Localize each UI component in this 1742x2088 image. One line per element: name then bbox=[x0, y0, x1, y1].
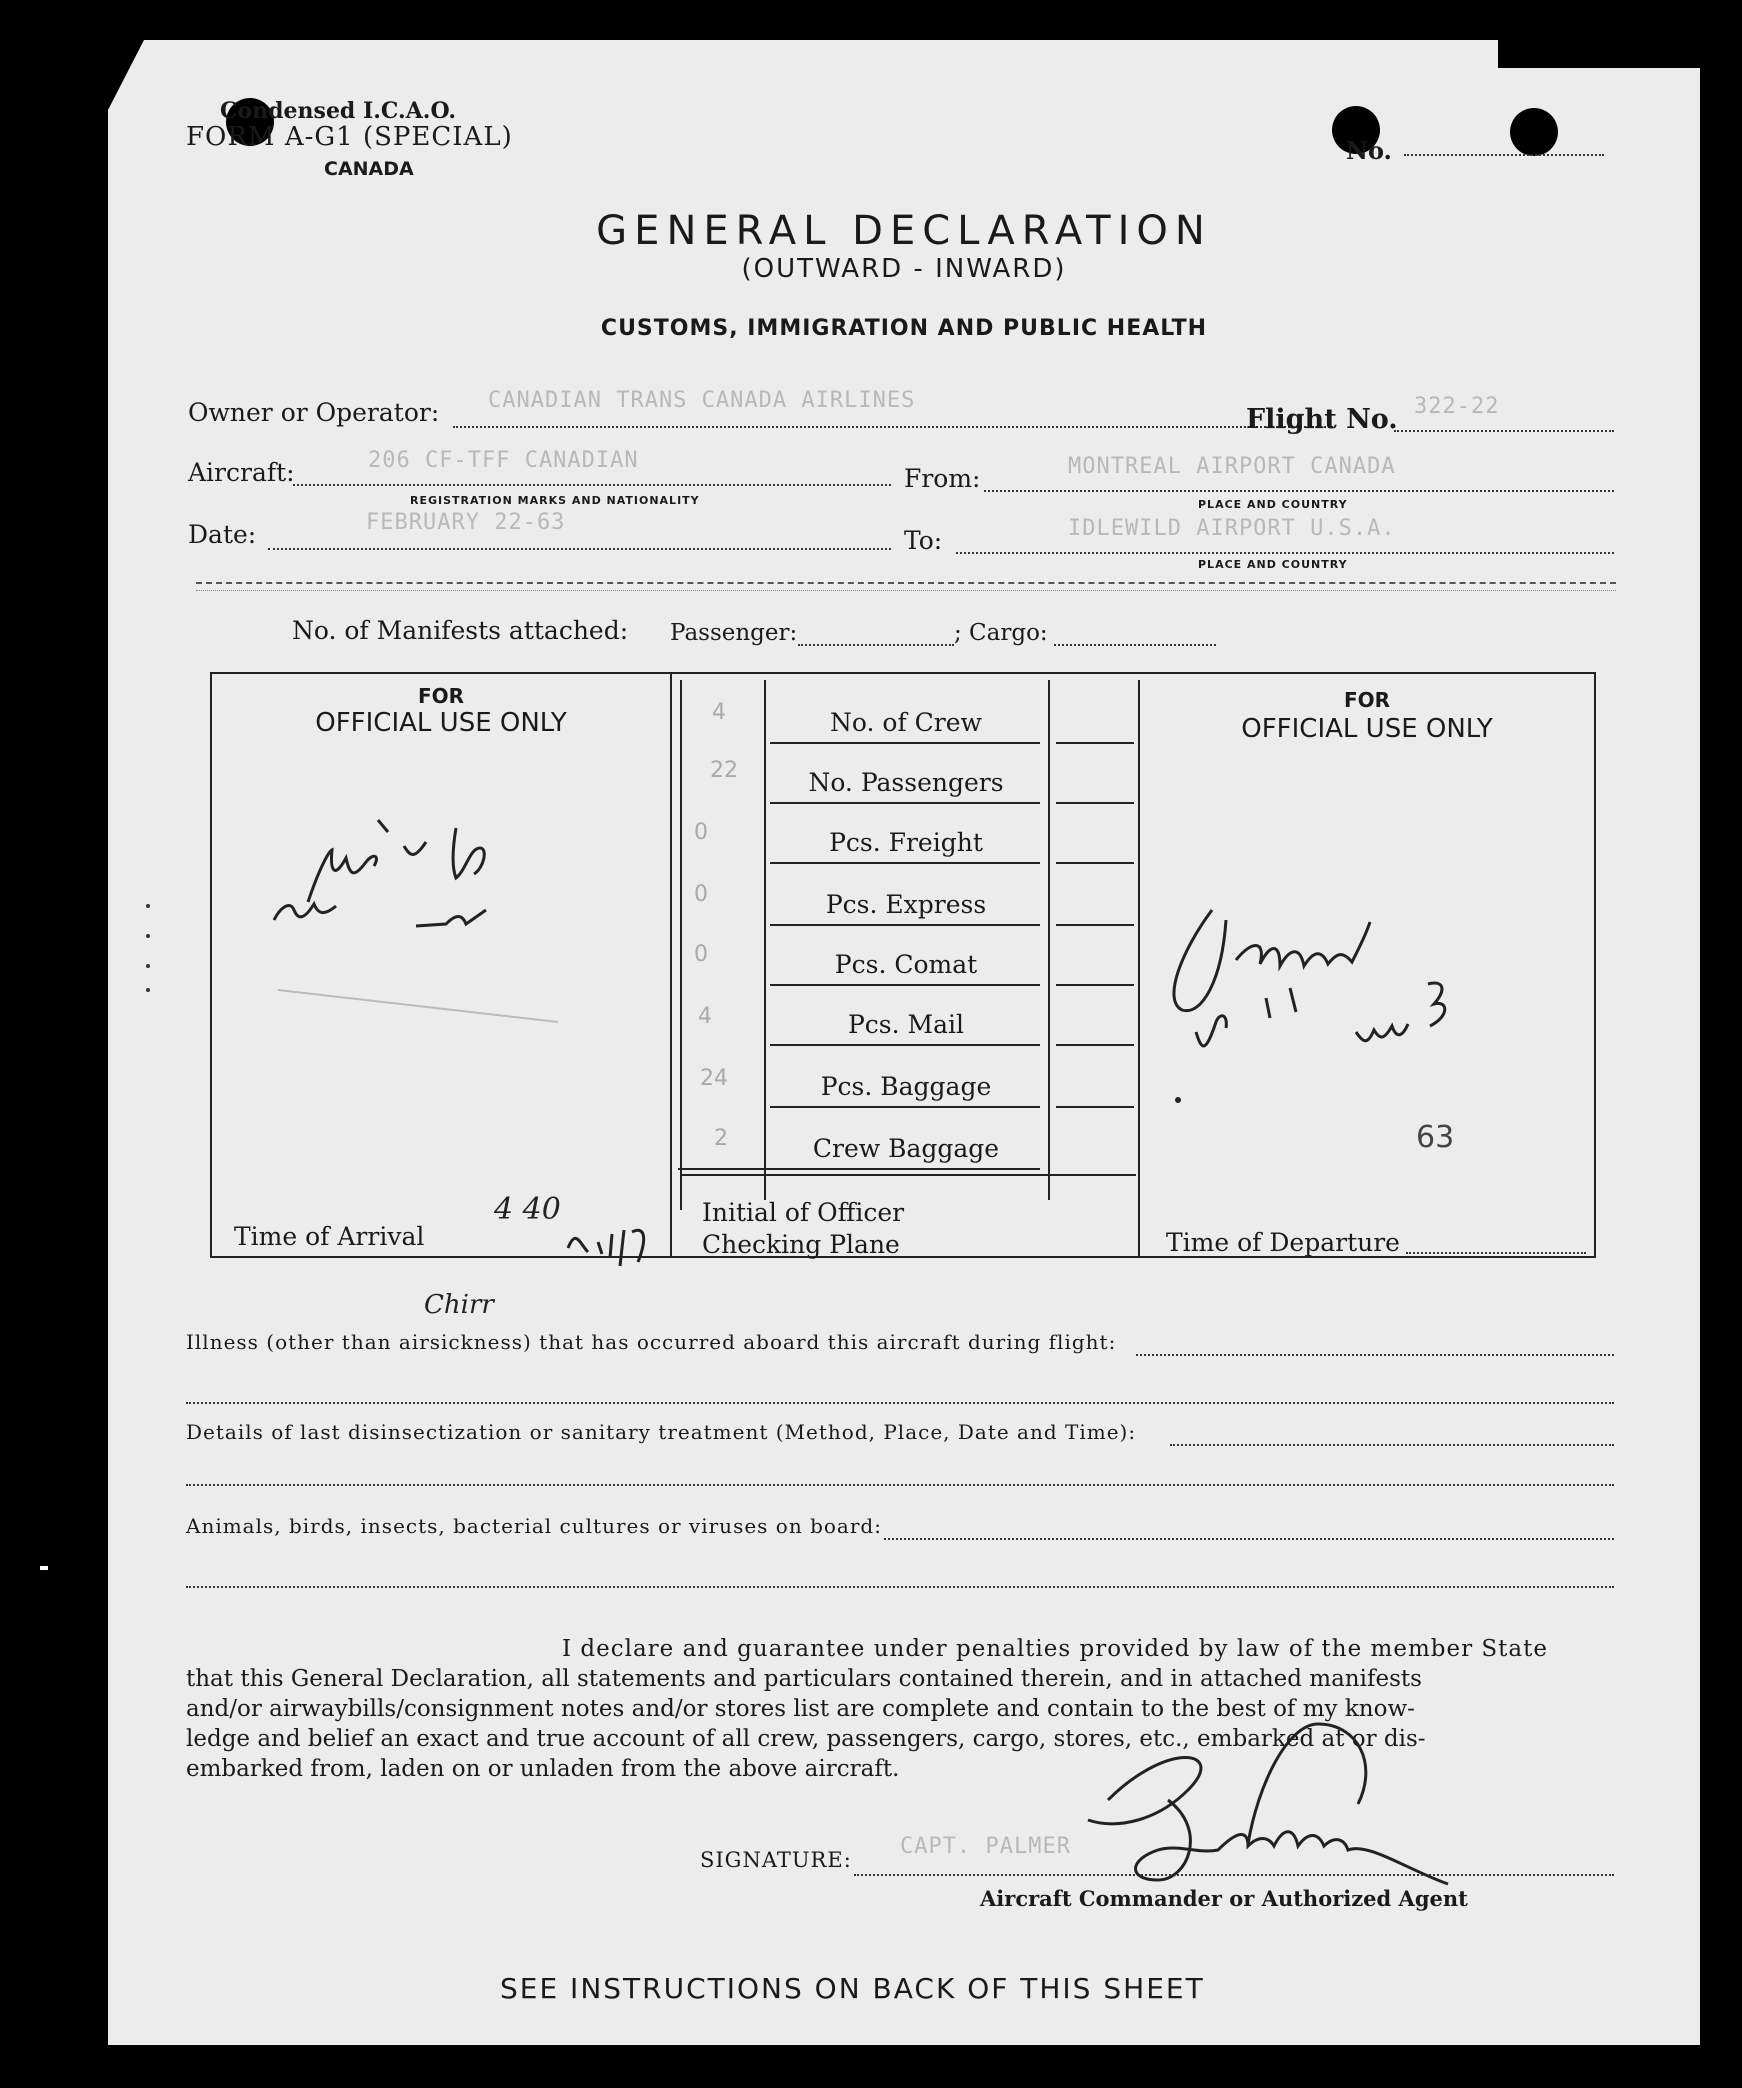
time-of-departure-label: Time of Departure bbox=[1166, 1228, 1400, 1257]
count-label: No. of Crew bbox=[830, 708, 982, 737]
official-left-title: OFFICIAL USE ONLY bbox=[315, 708, 567, 738]
official-right-for: FOR bbox=[1343, 688, 1391, 712]
owner-field[interactable] bbox=[453, 426, 1333, 428]
count-value: 24 bbox=[700, 1066, 728, 1091]
owner-label: Owner or Operator: bbox=[188, 398, 440, 427]
count-value: 0 bbox=[694, 820, 708, 845]
illness-label: Illness (other than airsickness) that has occurred aboard this aircraft during flight: bbox=[186, 1330, 1117, 1354]
disinsectization-field-2[interactable] bbox=[186, 1484, 1614, 1486]
arrival-handwritten: 4 40 bbox=[494, 1192, 561, 1227]
flight-field[interactable] bbox=[1394, 430, 1614, 432]
to-field[interactable] bbox=[956, 552, 1614, 554]
official-left-for: FOR bbox=[417, 684, 465, 708]
margin-speck bbox=[146, 934, 150, 938]
departure-field[interactable] bbox=[1406, 1252, 1586, 1254]
row-rule bbox=[770, 984, 1040, 986]
country-label: CANADA bbox=[324, 158, 414, 180]
count-value: 4 bbox=[698, 1004, 712, 1029]
from-label: From: bbox=[904, 464, 981, 493]
from-caption: PLACE AND COUNTRY bbox=[1198, 498, 1348, 511]
row-rule bbox=[770, 1044, 1040, 1046]
owner-value: CANADIAN TRANS CANADA AIRLINES bbox=[488, 388, 916, 413]
box-divider-1 bbox=[670, 672, 672, 1258]
signature-label: SIGNATURE: bbox=[700, 1848, 852, 1872]
form-line2: FORM A-G1 (SPECIAL) bbox=[186, 122, 513, 152]
box-divider-3 bbox=[764, 680, 766, 1200]
form-scope: CUSTOMS, IMMIGRATION AND PUBLIC HEALTH bbox=[600, 316, 1208, 341]
box-divider-4 bbox=[1048, 680, 1050, 1200]
inspector-signature bbox=[1142, 810, 1592, 1130]
animals-field[interactable] bbox=[884, 1538, 1614, 1540]
no-label: No. bbox=[1346, 136, 1392, 165]
captain-signature bbox=[1068, 1720, 1608, 1890]
row-rule-right bbox=[1056, 1106, 1134, 1108]
date-field[interactable] bbox=[268, 548, 891, 550]
arrival-scribble bbox=[558, 1218, 678, 1268]
margin-speck bbox=[146, 988, 150, 992]
row-rule bbox=[770, 924, 1040, 926]
count-label: Pcs. Baggage bbox=[820, 1072, 992, 1101]
from-field[interactable] bbox=[984, 490, 1614, 492]
animals-field-2[interactable] bbox=[186, 1586, 1614, 1588]
margin-speck bbox=[146, 904, 150, 908]
to-label: To: bbox=[904, 526, 943, 555]
stamp-number: 63 bbox=[1416, 1120, 1455, 1155]
separator-line bbox=[196, 582, 1616, 584]
aircraft-label: Aircraft: bbox=[188, 458, 295, 487]
illness-field[interactable] bbox=[1136, 1354, 1614, 1356]
to-value: IDLEWILD AIRPORT U.S.A. bbox=[1068, 516, 1396, 541]
separator-line-2 bbox=[196, 590, 1616, 591]
handwritten-initials: Chirr bbox=[424, 1290, 494, 1320]
disinsectization-field[interactable] bbox=[1170, 1444, 1614, 1446]
flight-value: 322-22 bbox=[1414, 394, 1500, 419]
box-left bbox=[210, 672, 212, 1258]
count-value: 2 bbox=[714, 1126, 728, 1151]
date-label: Date: bbox=[188, 520, 257, 549]
row-rule-right bbox=[1056, 862, 1134, 864]
manifests-label: No. of Manifests attached: bbox=[292, 616, 629, 645]
no-field[interactable] bbox=[1404, 154, 1604, 156]
count-label: Crew Baggage bbox=[812, 1134, 1000, 1163]
row-rule-right bbox=[1056, 1044, 1134, 1046]
count-label: Pcs. Freight bbox=[829, 828, 983, 857]
count-value: 4 bbox=[712, 700, 726, 725]
box-top bbox=[210, 672, 1596, 674]
aircraft-value: 206 CF-TFF CANADIAN bbox=[368, 448, 639, 473]
row-rule-right bbox=[1056, 984, 1134, 986]
declaration-form bbox=[108, 40, 1700, 2045]
count-label: No. Passengers bbox=[808, 768, 1004, 797]
aircraft-field[interactable] bbox=[293, 484, 891, 486]
row-rule-right bbox=[680, 1174, 1136, 1176]
torn-corner bbox=[1498, 40, 1700, 68]
aircraft-caption: REGISTRATION MARKS AND NATIONALITY bbox=[410, 494, 700, 507]
declaration-line-4: ledge and belief an exact and true account of all crew, passengers, cargo, stores, etc., embarked at or dis- bbox=[186, 1726, 1426, 1752]
passenger-manifest-field[interactable] bbox=[798, 644, 954, 646]
box-divider-2 bbox=[680, 680, 682, 1210]
form-title: GENERAL DECLARATION bbox=[596, 208, 1212, 254]
cargo-manifest-label: ; Cargo: bbox=[954, 620, 1048, 646]
row-rule bbox=[770, 862, 1040, 864]
footer-instructions: SEE INSTRUCTIONS ON BACK OF THIS SHEET bbox=[500, 1972, 1205, 2005]
margin-speck bbox=[146, 964, 150, 968]
row-rule bbox=[770, 742, 1040, 744]
declaration-line-1: I declare and guarantee under penalties provided by law of the member State bbox=[562, 1636, 1548, 1662]
cargo-manifest-field[interactable] bbox=[1054, 644, 1216, 646]
form-line1: Condensed I.C.A.O. bbox=[220, 98, 456, 124]
count-value: 22 bbox=[710, 758, 738, 783]
count-label: Pcs. Mail bbox=[847, 1010, 965, 1039]
time-of-arrival-label: Time of Arrival bbox=[234, 1222, 425, 1251]
count-value: 0 bbox=[694, 942, 708, 967]
box-divider-5 bbox=[1138, 680, 1140, 1256]
row-rule bbox=[770, 802, 1040, 804]
film-speck bbox=[40, 1566, 48, 1570]
declaration-line-2: that this General Declaration, all statements and particulars contained therein, and in attached manifests bbox=[186, 1666, 1422, 1692]
declaration-line-5: embarked from, laden on or unladen from the above aircraft. bbox=[186, 1756, 900, 1782]
row-rule bbox=[678, 1168, 1040, 1170]
illness-field-2[interactable] bbox=[186, 1402, 1614, 1404]
animals-label: Animals, birds, insects, bacterial cultures or viruses on board: bbox=[186, 1514, 882, 1538]
passenger-manifest-label: Passenger: bbox=[670, 620, 798, 646]
torn-edge bbox=[108, 40, 144, 110]
row-rule-right bbox=[1056, 742, 1134, 744]
count-value: 0 bbox=[694, 882, 708, 907]
disinsectization-label: Details of last disinsectization or sanitary treatment (Method, Place, Date and Time): bbox=[186, 1420, 1137, 1444]
row-rule bbox=[770, 1106, 1040, 1108]
initial-officer-label: Initial of Officer bbox=[702, 1198, 905, 1227]
count-label: Pcs. Comat bbox=[834, 950, 978, 979]
box-right bbox=[1594, 672, 1596, 1258]
punch-hole bbox=[1510, 108, 1558, 156]
row-rule-right bbox=[1056, 924, 1134, 926]
form-subtitle: (OUTWARD - INWARD) bbox=[741, 254, 1067, 284]
to-caption: PLACE AND COUNTRY bbox=[1198, 558, 1348, 571]
signature-typed: CAPT. PALMER bbox=[900, 1834, 1071, 1859]
checking-plane-label: Checking Plane bbox=[702, 1230, 900, 1259]
customs-officer-scribble bbox=[258, 760, 638, 1060]
declaration-line-3: and/or airwaybills/consignment notes and/or stores list are complete and contain to the best of my know- bbox=[186, 1696, 1415, 1722]
row-rule-right bbox=[1056, 802, 1134, 804]
official-right-title: OFFICIAL USE ONLY bbox=[1241, 714, 1493, 744]
from-value: MONTREAL AIRPORT CANADA bbox=[1068, 454, 1396, 479]
date-value: FEBRUARY 22-63 bbox=[366, 510, 566, 535]
flight-label: Flight No. bbox=[1246, 404, 1398, 435]
signature-caption: Aircraft Commander or Authorized Agent bbox=[980, 1886, 1468, 1911]
count-label: Pcs. Express bbox=[825, 890, 987, 919]
